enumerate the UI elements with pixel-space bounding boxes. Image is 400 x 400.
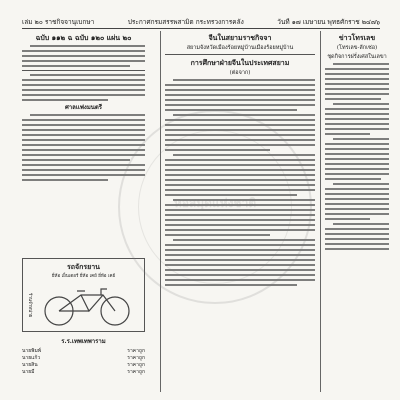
ad-title: รถจักรยาน <box>67 262 100 271</box>
telegram-subtitle: (โทรเลข-ลักเซ่อ) <box>336 45 378 51</box>
bicycle-advertisement <box>22 258 145 332</box>
list-item: นายแก้ว ราคาถูก <box>22 355 145 361</box>
middle-divider <box>165 54 315 55</box>
telegram-news-title: ข่าวโทรเลข <box>338 33 376 42</box>
ad-vertical-text: ร้านจำหน่าย <box>27 292 32 318</box>
header-right: วันที่ ๑๗ เมษายน พุทธศักราช ๒๔๗๖ <box>277 18 380 26</box>
left-divider-1 <box>22 70 145 71</box>
left-paragraph-2 <box>22 74 145 101</box>
article-title: การศึกษาฝ่ายจีนในประเทศสยาม <box>190 58 290 68</box>
article-body <box>165 79 315 286</box>
right-column <box>320 31 389 392</box>
middle-column <box>160 31 315 392</box>
list-item: นายสิน ราคาถูก <box>22 362 145 368</box>
library-stamp: หอสมุดแห่งชาติ <box>118 110 312 304</box>
header-middle: ประกาศกรมสรรพสามิต กระทรวงการคลัง <box>127 18 244 26</box>
telegram-subtitle-2: ชุดกิจการฝรั่งเศสในเลขา <box>327 54 387 61</box>
list-table <box>22 338 145 396</box>
paper-subhead: สยามจังหวัดเมืองร้อยหมู่บ้านเมืองร้อยหมู่บ้าน <box>186 45 294 51</box>
paper-name: จีนในสยามราชกิจจา <box>208 33 272 42</box>
page-header <box>22 18 380 29</box>
ad-subtitle: ยี่ห้อ เย็นเตอร์ ยี่ห้อ เคย์ ยี่ห้อ เคย์ <box>51 274 116 279</box>
bicycle-icon <box>37 281 137 329</box>
list-heading: ร.ร.เทพเทพาราม <box>61 338 106 345</box>
telegram-body <box>325 63 389 250</box>
issue-heading: ฉบับ ๑๑๒ ฉ ฉบับ ๑๒๐ แผ่น ๒๐ <box>35 33 132 42</box>
header-left: เล่ม ๒๐ ราชกิจจานุเบกษา <box>22 18 95 26</box>
list-item: นายพิมพ์ ราคาถูก <box>22 348 145 354</box>
left-paragraph-3 <box>22 114 145 181</box>
section-title: ศาลเเพ่งมนตรี <box>64 104 103 111</box>
article-subtitle: (ต่อจาก) <box>229 70 251 77</box>
left-paragraph-1 <box>22 45 145 67</box>
list-item: นายมี ราคาถูก <box>22 369 145 375</box>
